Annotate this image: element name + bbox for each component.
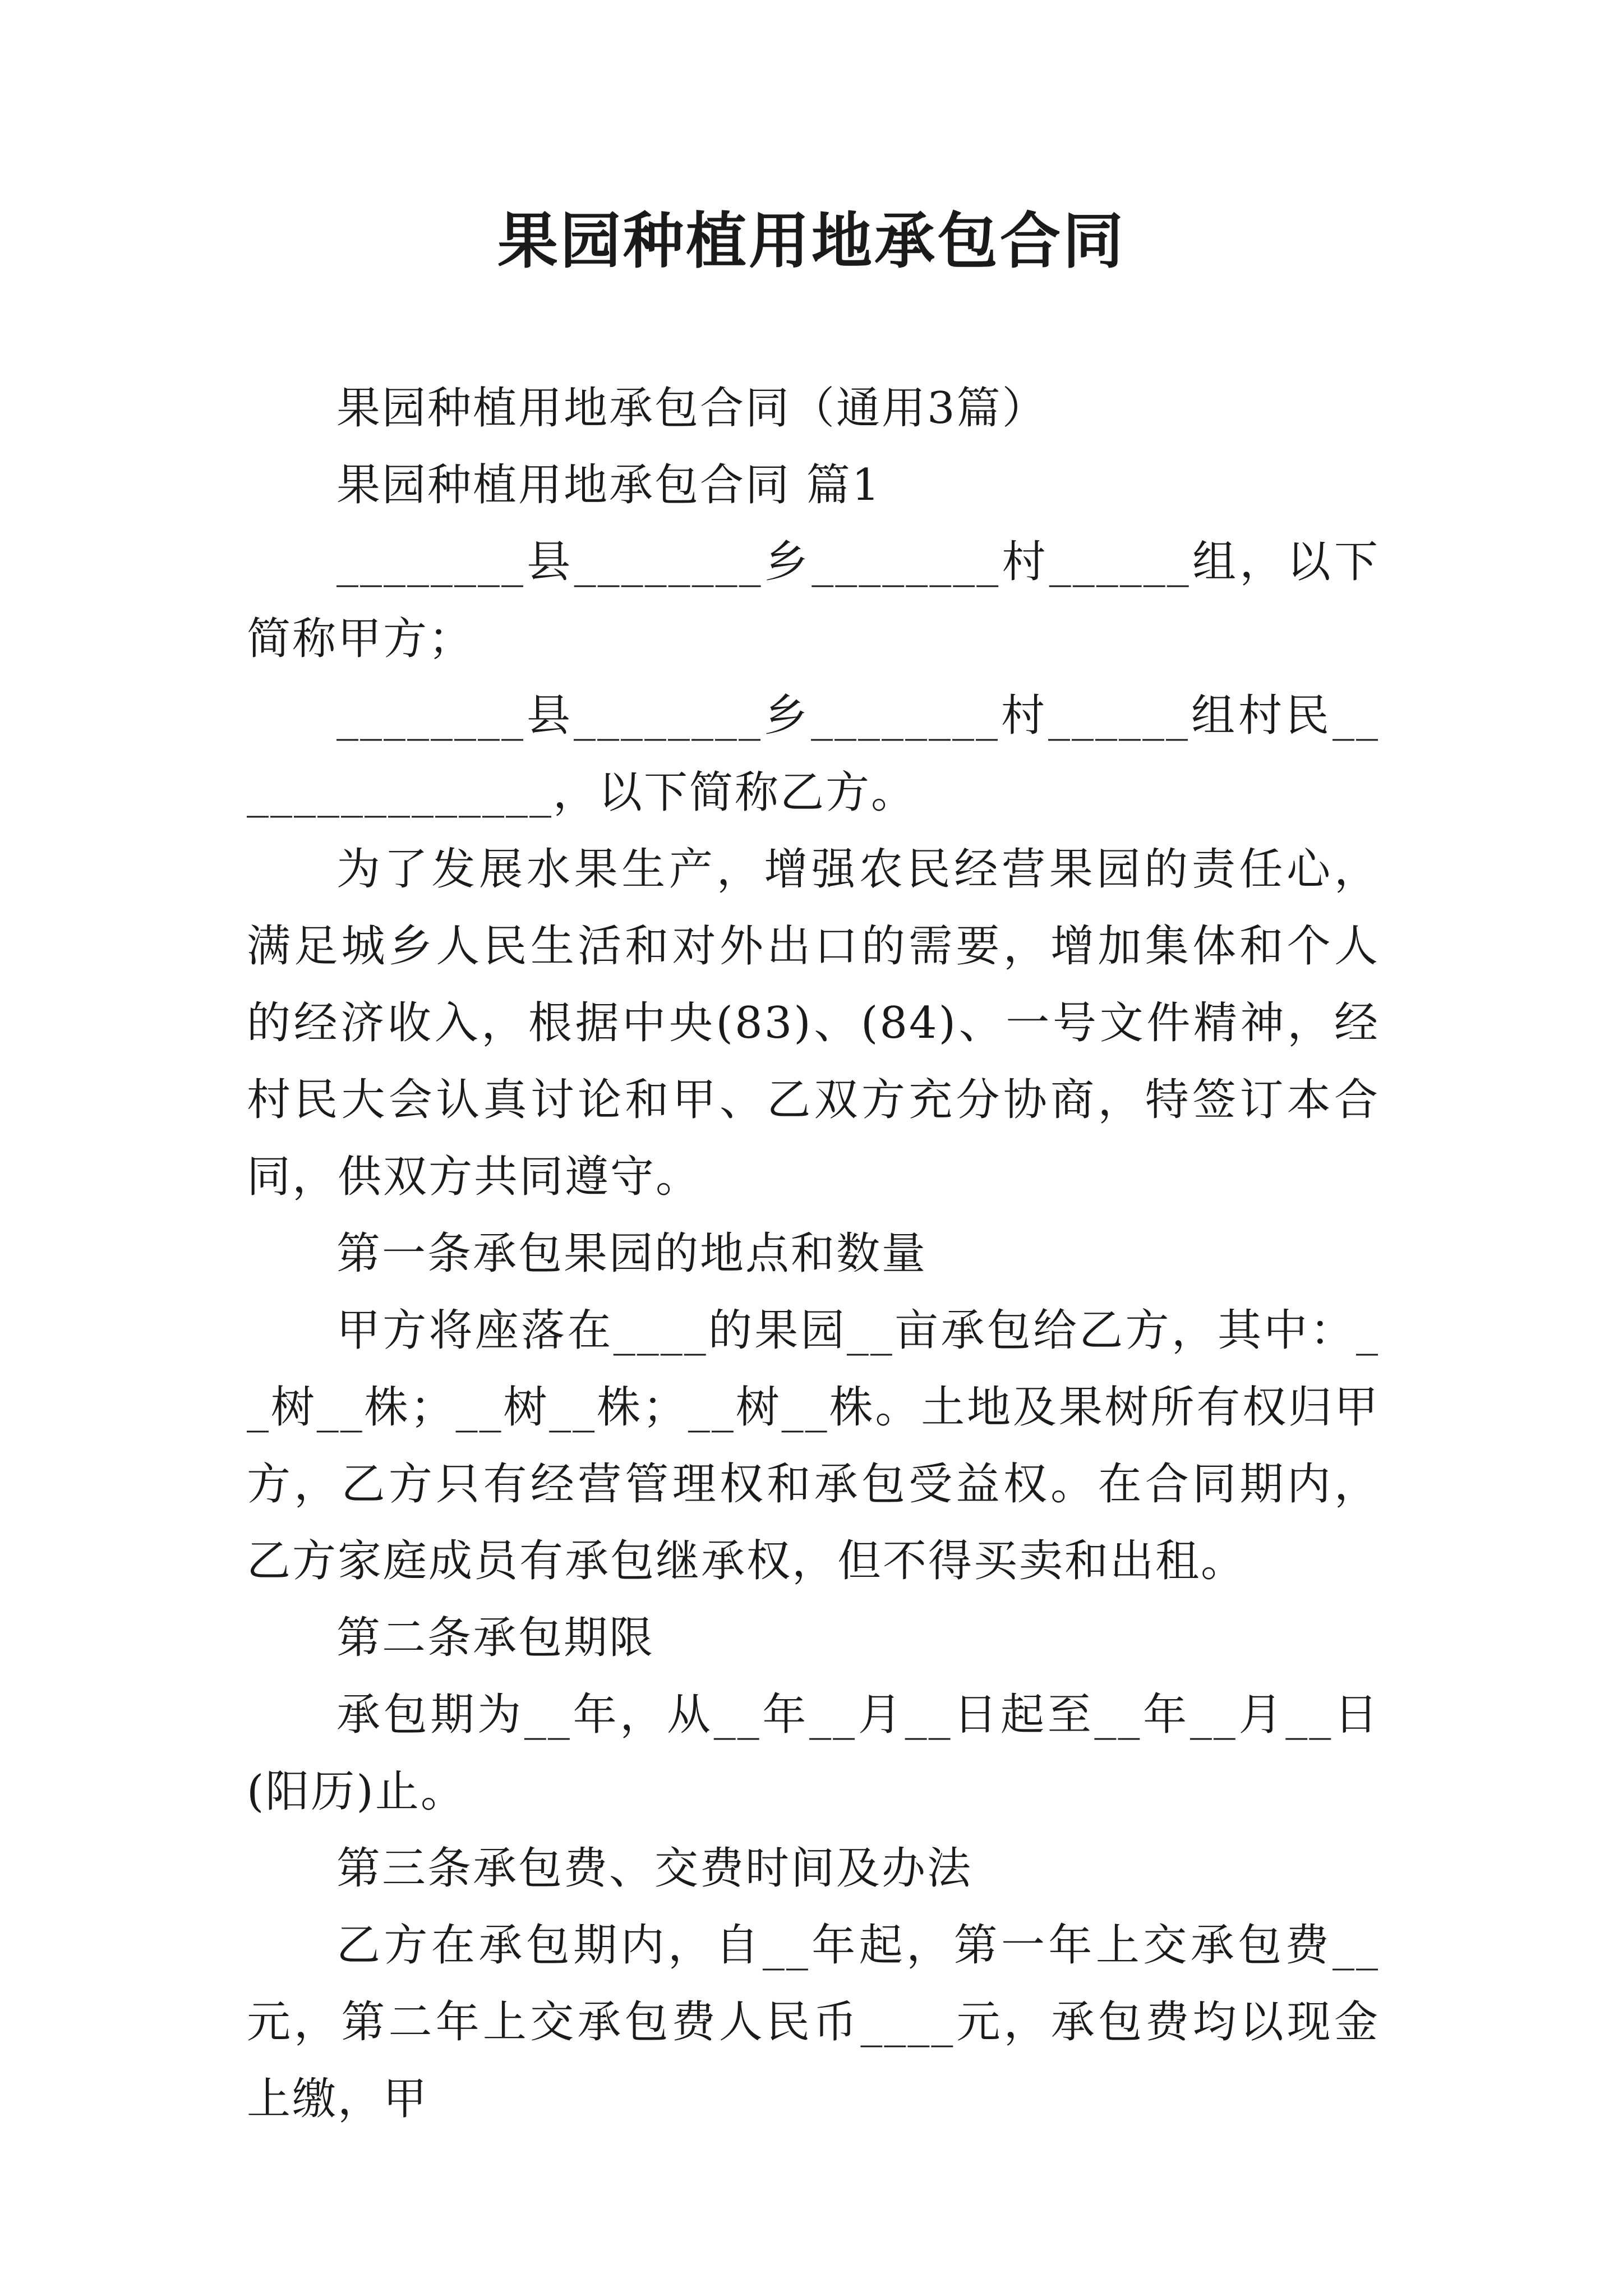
party-a-paragraph: ________县________乡________村______组，以下简称甲方；	[247, 537, 1380, 664]
section-heading: 果园种植用地承包合同 篇1	[336, 460, 882, 510]
party-b-paragraph: ________县________乡________村______组村民_______________，以下简称乙方。	[247, 691, 1380, 818]
article-1-paragraph: 甲方将座落在____的果园__亩承包给乙方，其中：__树__株；__树__株；__树__株。土地及果树所有权归甲方，乙方只有经营管理权和承包受益权。在合同期内，乙方家庭成员有承包继承权，但不得买卖和出租。	[247, 1305, 1380, 1586]
article-2-heading: 第二条承包期限	[336, 1613, 655, 1663]
article-1-heading: 第一条承包果园的地点和数量	[336, 1228, 928, 1279]
document-body	[247, 370, 1380, 2138]
preamble-paragraph: 为了发展水果生产，增强农民经营果园的责任心，满足城乡人民生活和对外出口的需要，增加集体和个人的经济收入，根据中央(83)、(84)、一号文件精神，经村民大会认真讨论和甲、乙双方充分协商，特签订本合同，供双方共同遵守。	[247, 844, 1380, 1202]
article-2-paragraph: 承包期为__年，从__年__月__日起至__年__月__日(阳历)止。	[247, 1690, 1380, 1817]
article-3-heading: 第三条承包费、交费时间及办法	[336, 1843, 973, 1894]
article-3-paragraph: 乙方在承包期内，自__年起，第一年上交承包费__元，第二年上交承包费人民币____元，承包费均以现金上缴，甲	[247, 1920, 1380, 2124]
document-title: 果园种植用地承包合同	[497, 206, 1126, 277]
subtitle-paragraph: 果园种植用地承包合同（通用3篇）	[336, 383, 1048, 434]
